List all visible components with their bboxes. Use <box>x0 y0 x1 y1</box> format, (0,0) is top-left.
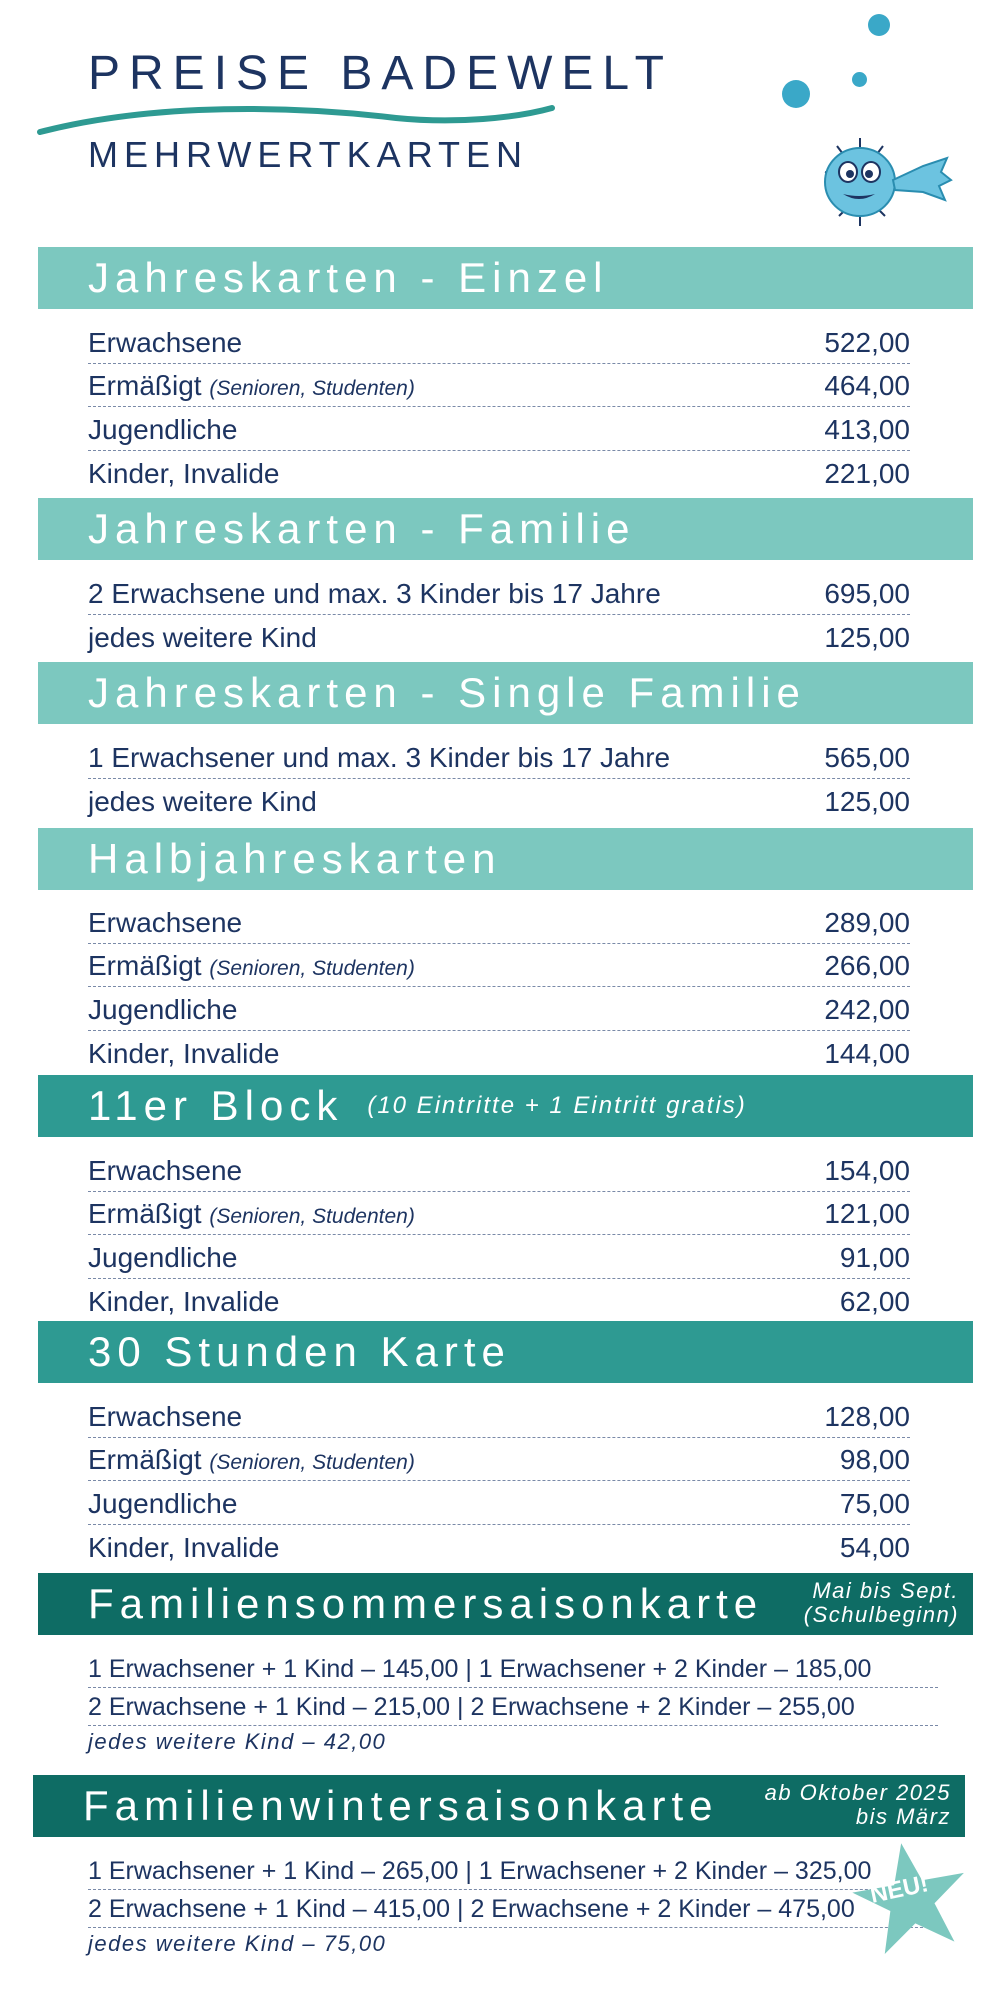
season-line: 1 Erwachsener + 1 Kind – 145,00 | 1 Erwachsener + 2 Kinder – 185,00 <box>88 1650 938 1688</box>
row-label: Erwachsene <box>88 1400 243 1432</box>
section-header-11er-block <box>38 1075 973 1137</box>
season-period <box>765 1781 951 1829</box>
season-line: 2 Erwachsene + 1 Kind – 415,00 | 2 Erwachsene + 2 Kinder – 475,00 <box>88 1890 938 1928</box>
row-note: (Senioren, Studenten) <box>209 1205 415 1228</box>
season-extra: jedes weitere Kind – 75,00 <box>88 1931 387 1956</box>
price-row <box>88 407 910 451</box>
section-title: 30 Stunden Karte <box>88 1328 511 1375</box>
price-row <box>88 571 910 615</box>
row-price: 289,00 <box>824 906 910 938</box>
row-price: 54,00 <box>839 1532 910 1563</box>
season-line: 2 Erwachsene + 1 Kind – 215,00 | 2 Erwachsene + 2 Kinder – 255,00 <box>88 1688 938 1726</box>
section-header-30-stunden-karte <box>38 1321 973 1383</box>
price-list <box>88 1394 910 1568</box>
section-title: Jahreskarten - Einzel <box>88 254 609 301</box>
section-note: (10 Eintritte + 1 Eintritt gratis) <box>367 1092 747 1119</box>
row-price: 695,00 <box>824 577 910 609</box>
season-line: 1 Erwachsener + 1 Kind – 265,00 | 1 Erwachsener + 2 Kinder – 325,00 <box>88 1852 938 1890</box>
price-row <box>88 1031 910 1075</box>
section-header-jahreskarten-single-familie <box>38 662 973 724</box>
row-label: Ermäßigt <box>88 370 202 401</box>
season-period-line: Mai bis Sept. <box>812 1578 959 1603</box>
section-header-jahreskarten-familie <box>38 498 973 560</box>
price-list <box>88 1148 910 1322</box>
pufferfish-mascot-icon <box>815 132 955 232</box>
section-title: Jahreskarten - Single Familie <box>88 669 806 716</box>
row-price: 125,00 <box>824 622 910 653</box>
row-price: 121,00 <box>824 1198 910 1229</box>
row-price: 154,00 <box>824 1154 910 1186</box>
section-header-familienwintersaisonkarte <box>33 1775 965 1837</box>
price-list <box>88 320 910 494</box>
row-price: 125,00 <box>824 786 910 817</box>
row-price: 522,00 <box>824 326 910 358</box>
price-list <box>88 571 910 658</box>
price-row <box>88 1148 910 1192</box>
row-price: 98,00 <box>839 1444 910 1475</box>
price-row <box>88 364 910 408</box>
price-row <box>88 1279 910 1323</box>
price-row <box>88 320 910 364</box>
row-price: 221,00 <box>824 458 910 489</box>
row-price: 75,00 <box>839 1487 910 1519</box>
row-label: 2 Erwachsene und max. 3 Kinder bis 17 Jahre <box>88 577 661 609</box>
row-label: Ermäßigt <box>88 1444 202 1475</box>
row-label: Kinder, Invalide <box>88 1286 280 1317</box>
row-price: 413,00 <box>824 413 910 445</box>
row-note: (Senioren, Studenten) <box>209 377 415 400</box>
new-badge: NEU! <box>867 1870 931 1909</box>
price-row <box>88 1438 910 1482</box>
row-label: Erwachsene <box>88 1154 243 1186</box>
row-label: Ermäßigt <box>88 1198 202 1229</box>
row-price: 266,00 <box>824 950 910 981</box>
row-price: 565,00 <box>824 741 910 773</box>
page-subtitle: MEHRWERTKARTEN <box>88 134 529 175</box>
price-row <box>88 451 910 495</box>
section-header-jahreskarten-einzel <box>38 247 973 309</box>
price-row <box>88 1525 910 1569</box>
season-period-line: ab Oktober 2025 <box>764 1780 951 1805</box>
section-header-familiensommersaisonkarte <box>38 1573 973 1635</box>
section-title: Familiensommersaisonkarte <box>88 1580 764 1627</box>
row-price: 128,00 <box>824 1400 910 1432</box>
row-note: (Senioren, Studenten) <box>209 1451 415 1474</box>
row-label: Kinder, Invalide <box>88 1532 280 1563</box>
row-note: (Senioren, Studenten) <box>209 957 415 980</box>
season-period <box>804 1579 959 1627</box>
season-price-list <box>88 1852 938 1960</box>
season-period-line: bis März <box>855 1804 951 1829</box>
row-label: Erwachsene <box>88 326 243 358</box>
page-title: PREISE BADEWELT <box>88 47 673 100</box>
row-label: jedes weitere Kind <box>88 786 317 817</box>
price-list <box>88 900 910 1074</box>
section-title: Familienwintersaisonkarte <box>83 1782 719 1829</box>
row-price: 242,00 <box>824 993 910 1025</box>
bubble-icon <box>782 80 810 108</box>
price-list <box>88 735 910 822</box>
price-row <box>88 735 910 779</box>
section-title: 11er Block <box>88 1082 344 1129</box>
row-label: Jugendliche <box>88 1241 238 1273</box>
season-price-list <box>88 1650 938 1758</box>
price-row <box>88 779 910 823</box>
row-label: 1 Erwachsener und max. 3 Kinder bis 17 Jahre <box>88 741 671 773</box>
price-row <box>88 1394 910 1438</box>
price-row <box>88 900 910 944</box>
row-label: Erwachsene <box>88 906 243 938</box>
row-label: Jugendliche <box>88 413 238 445</box>
row-price: 464,00 <box>824 370 910 401</box>
row-label: jedes weitere Kind <box>88 622 317 653</box>
price-row <box>88 1235 910 1279</box>
bubble-icon <box>868 14 890 36</box>
row-label: Ermäßigt <box>88 950 202 981</box>
row-price: 144,00 <box>824 1038 910 1069</box>
price-row <box>88 1192 910 1236</box>
row-label: Jugendliche <box>88 993 238 1025</box>
price-row <box>88 944 910 988</box>
row-label: Kinder, Invalide <box>88 1038 280 1069</box>
section-title: Halbjahreskarten <box>88 835 502 882</box>
row-label: Kinder, Invalide <box>88 458 280 489</box>
row-price: 91,00 <box>839 1241 910 1273</box>
row-label: Jugendliche <box>88 1487 238 1519</box>
section-title: Jahreskarten - Familie <box>88 505 636 552</box>
season-period-line: (Schulbeginn) <box>803 1602 959 1627</box>
price-row <box>88 987 910 1031</box>
section-header-halbjahreskarten <box>38 828 973 890</box>
price-row <box>88 1481 910 1525</box>
row-price: 62,00 <box>839 1286 910 1317</box>
bubble-icon <box>852 72 867 87</box>
season-extra: jedes weitere Kind – 42,00 <box>88 1729 387 1754</box>
price-row <box>88 615 910 659</box>
